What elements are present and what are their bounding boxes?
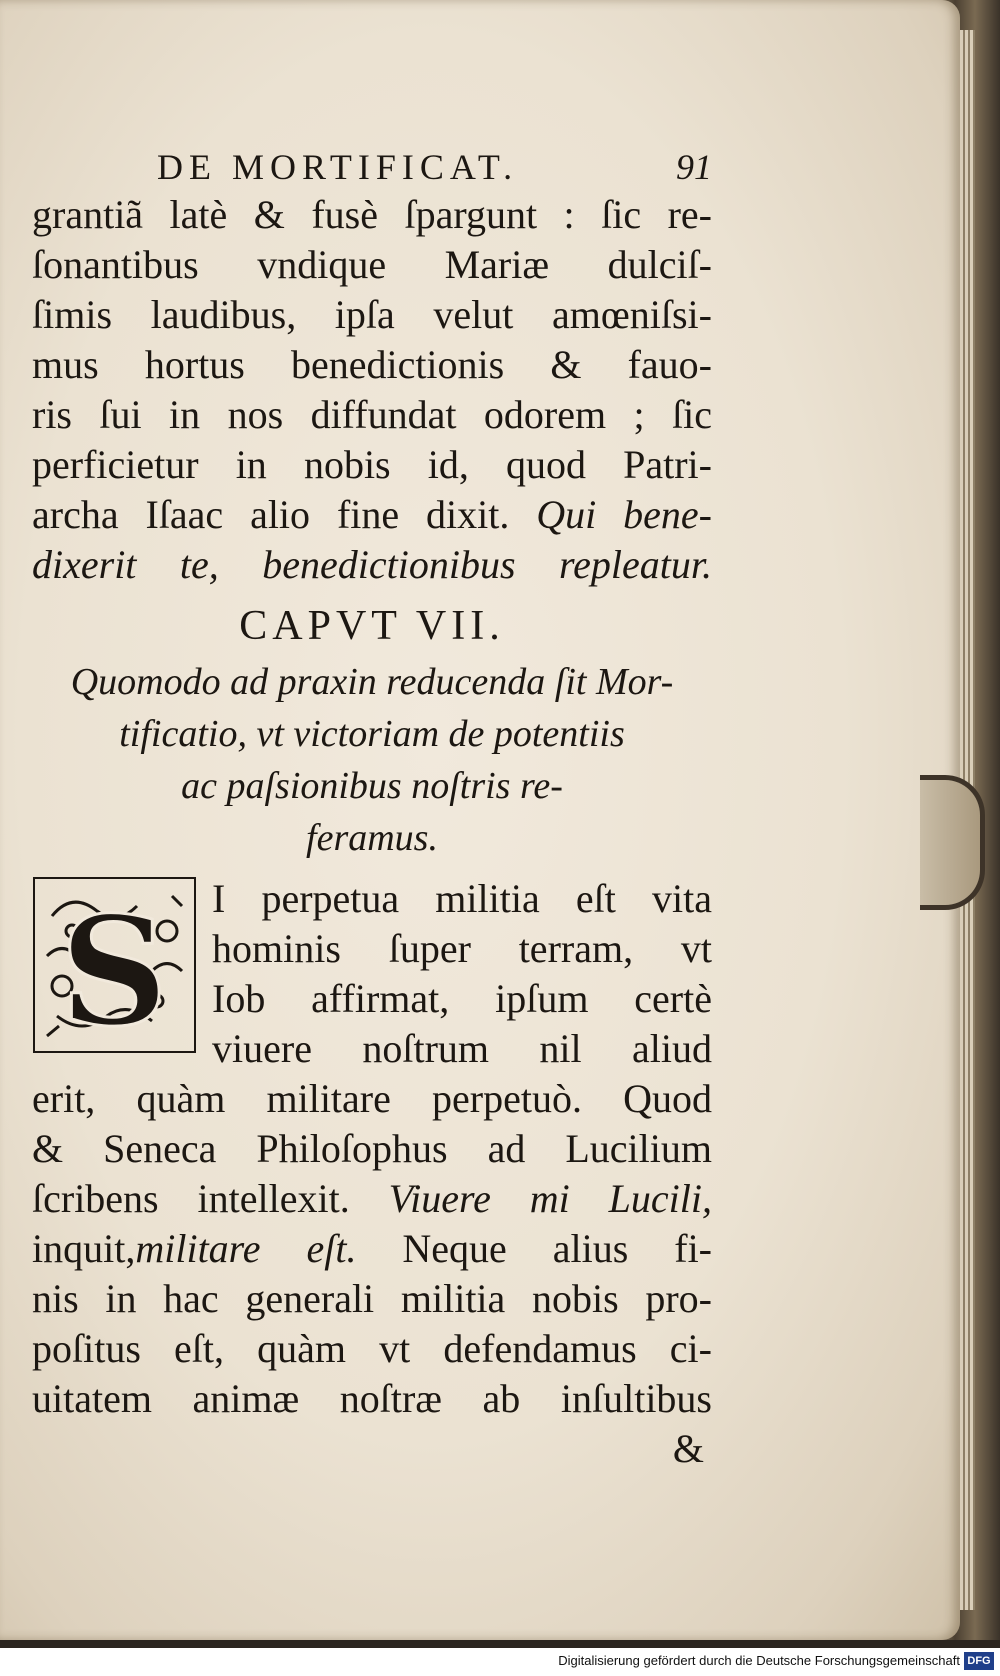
text-line: ris ſui in nos diffundat odorem ; ſic (32, 392, 712, 437)
page-number: 91 (676, 147, 712, 187)
text-line: inquit,militare eſt. Neque alius fi- (32, 1226, 712, 1271)
text-line: tificatio, vt victoriam de potentiis (119, 713, 625, 755)
text-line: feramus. (306, 817, 438, 859)
text-line: ſonantibus vndique Mariæ dulciſ- (32, 242, 712, 287)
running-header (32, 138, 712, 190)
text-line: Quomodo ad praxin reducenda ſit Mor- (70, 661, 674, 703)
text-line: hominis ſuper terram, vt (212, 926, 712, 971)
text-line: nis in hac generali militia nobis pro- (32, 1276, 712, 1321)
page-text (32, 138, 712, 1474)
catchword: & (672, 1426, 704, 1471)
text-line: poſitus eſt, quàm vt defendamus ci- (32, 1326, 712, 1371)
text-line: viuere noſtrum nil aliud (212, 1026, 712, 1071)
text-line: uitatem animæ noſtræ ab inſultibus (32, 1376, 712, 1421)
chapter-heading: CAPVT VII. (239, 603, 505, 649)
text-line-italic: dixerit te, benedictionibus repleatur. (32, 542, 712, 587)
running-title: DE MORTIFICAT. (157, 147, 519, 187)
decorated-initial-s (32, 876, 197, 1054)
text-line: ſimis laudibus, ipſa velut amœniſsi- (32, 292, 712, 337)
text-line: archa Iſaac alio fine dixit. Qui bene- (32, 492, 713, 537)
text-line: grantiã latè & fusè ſpargunt : ſic re- (32, 192, 712, 237)
text-line: & Seneca Philoſophus ad Lucilium (32, 1126, 712, 1171)
text-line: I perpetua militia eſt vita (212, 876, 712, 921)
text-line: ac paſsionibus noſtris re- (181, 765, 563, 807)
dfg-logo: DFG (964, 1652, 994, 1670)
digitization-footer (0, 1648, 1000, 1676)
paragraph (32, 874, 712, 1474)
svg-text:S: S (59, 884, 169, 1054)
book-clasp (920, 775, 985, 910)
text-line: erit, quàm militare perpetuò. Quod (32, 1076, 712, 1121)
chapter-subtitle (32, 656, 712, 864)
funding-credit: Digitalisierung gefördert durch die Deutsche Forschungsgemeinschaft (558, 1653, 960, 1668)
text-line: Iob affirmat, ipſum certè (212, 976, 712, 1021)
text-line: mus hortus benedictionis & fauo- (32, 342, 712, 387)
opening-text (32, 190, 712, 490)
text-line: ſcribens intellexit. Viuere mi Lucili, (32, 1176, 712, 1221)
text-line: perficietur in nobis id, quod Patri- (32, 442, 712, 487)
